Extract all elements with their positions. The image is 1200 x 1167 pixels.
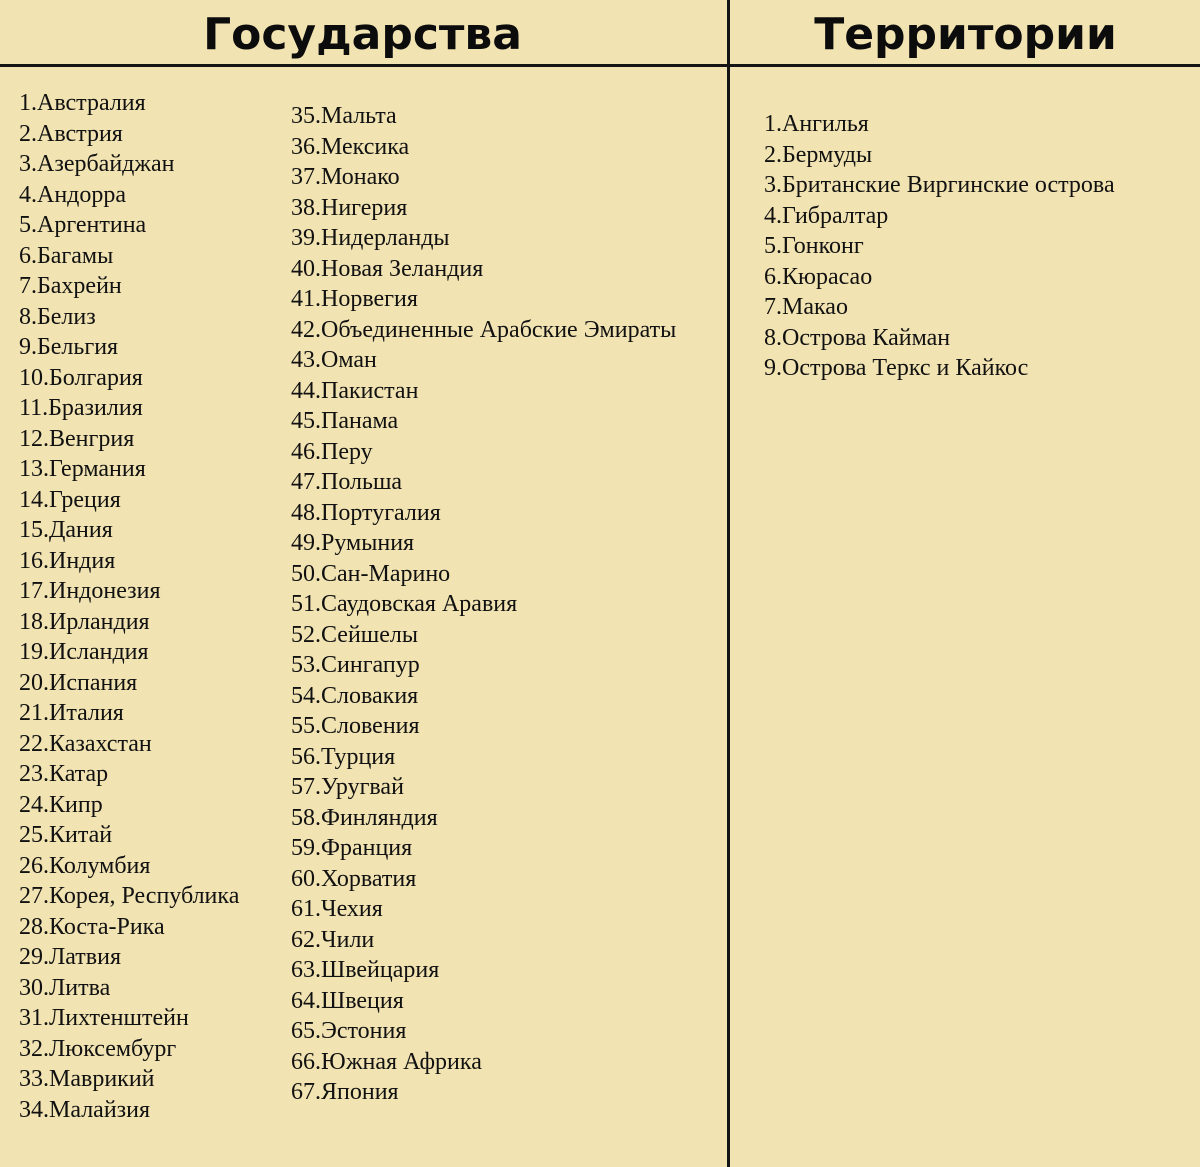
list-item: 41.Норвегия [291, 286, 418, 312]
list-item: 13.Германия [19, 456, 146, 482]
list-item: 8.Белиз [19, 303, 96, 330]
list-item: 49.Румыния [291, 530, 415, 556]
column-divider [727, 0, 730, 1167]
list-item: 30.Литва [19, 974, 111, 1001]
list-item: 7.Макао [764, 294, 848, 320]
list-item: 12.Венгрия [19, 425, 135, 452]
list-item: 50.Сан-Марино [291, 560, 451, 587]
list-item: 45.Панама [291, 408, 399, 434]
list-item: 42.Объединенные Арабские Эмираты [291, 316, 677, 343]
list-item: 3.Британские Виргинские острова [764, 172, 1115, 198]
list-item: 67.Япония [291, 1079, 399, 1105]
list-item: 11.Бразилия [19, 395, 143, 421]
list-item: 43.Оман [291, 347, 377, 373]
list-item: 25.Китай [19, 822, 113, 848]
states-list-column-2 [291, 101, 676, 1108]
list-item: 22.Казахстан [19, 730, 152, 757]
list-item: 8.Острова Кайман [764, 324, 951, 351]
list-item: 60.Хорватия [291, 865, 417, 892]
list-item: 15.Дания [19, 517, 113, 543]
list-item: 5.Гонконг [764, 233, 864, 259]
list-item: 3.Азербайджан [19, 151, 175, 177]
list-item: 62.Чили [291, 926, 375, 953]
list-item: 6.Багамы [19, 242, 114, 269]
list-item: 33.Маврикий [19, 1066, 155, 1092]
list-item: 65.Эстония [291, 1018, 407, 1044]
list-item: 2.Бермуды [764, 141, 873, 168]
list-item: 20.Испания [19, 669, 138, 696]
territories-header: Территории [814, 9, 1117, 60]
list-item: 6.Кюрасао [764, 263, 873, 290]
list-item: 57.Уругвай [291, 774, 404, 800]
list-item: 2.Австрия [19, 120, 123, 147]
list-item: 27.Корея, Республика [19, 883, 240, 909]
list-item: 35.Мальта [291, 103, 397, 129]
list-item: 56.Турция [291, 743, 396, 770]
list-item: 26.Колумбия [19, 852, 151, 879]
list-item: 14.Греция [19, 486, 121, 513]
states-header: Государства [203, 9, 522, 60]
list-item: 46.Перу [291, 438, 373, 465]
list-item: 53.Сингапур [291, 652, 420, 678]
list-item: 47.Польша [291, 469, 403, 495]
list-item: 24.Кипр [19, 791, 103, 818]
list-item: 31.Лихтенштейн [19, 1005, 189, 1031]
list-item: 36.Мексика [291, 133, 410, 160]
list-item: 66.Южная Африка [291, 1048, 482, 1075]
list-item: 54.Словакия [291, 682, 419, 709]
list-item: 40.Новая Зеландия [291, 255, 484, 282]
list-item: 17.Индонезия [19, 578, 161, 604]
list-item: 5.Аргентина [19, 212, 147, 238]
list-item: 28.Коста-Рика [19, 913, 165, 940]
list-item: 44.Пакистан [291, 377, 419, 404]
list-item: 55.Словения [291, 713, 420, 739]
list-item: 16.Индия [19, 547, 116, 574]
list-item: 18.Ирландия [19, 608, 150, 635]
list-item: 1.Ангилья [764, 111, 869, 137]
list-item: 4.Гибралтар [764, 202, 889, 229]
list-item: 19.Исландия [19, 639, 149, 665]
list-item: 32.Люксембург [19, 1035, 177, 1062]
list-item: 63.Швейцария [291, 957, 440, 983]
list-item: 51.Саудовская Аравия [291, 591, 518, 617]
list-item: 4.Андорра [19, 181, 127, 208]
list-item: 52.Сейшелы [291, 621, 419, 648]
list-item: 7.Бахрейн [19, 273, 122, 299]
list-item: 9.Острова Теркс и Кайкос [764, 355, 1029, 381]
list-item: 37.Монако [291, 164, 400, 190]
header-divider [0, 64, 1200, 67]
list-item: 61.Чехия [291, 896, 383, 922]
list-item: 34.Малайзия [19, 1096, 151, 1123]
list-item: 21.Италия [19, 700, 124, 726]
list-item: 48.Португалия [291, 499, 441, 526]
list-item: 58.Финляндия [291, 804, 438, 831]
list-item: 59.Франция [291, 835, 413, 861]
list-item: 10.Болгария [19, 364, 143, 391]
list-item: 1.Австралия [19, 90, 146, 116]
states-list-column-1 [19, 88, 239, 1125]
territories-list [764, 109, 1115, 384]
list-item: 29.Латвия [19, 944, 122, 970]
list-item: 64.Швеция [291, 987, 404, 1014]
list-item: 39.Нидерланды [291, 225, 450, 251]
list-item: 38.Нигерия [291, 194, 408, 221]
list-item: 9.Бельгия [19, 334, 119, 360]
list-item: 23.Катар [19, 761, 109, 787]
